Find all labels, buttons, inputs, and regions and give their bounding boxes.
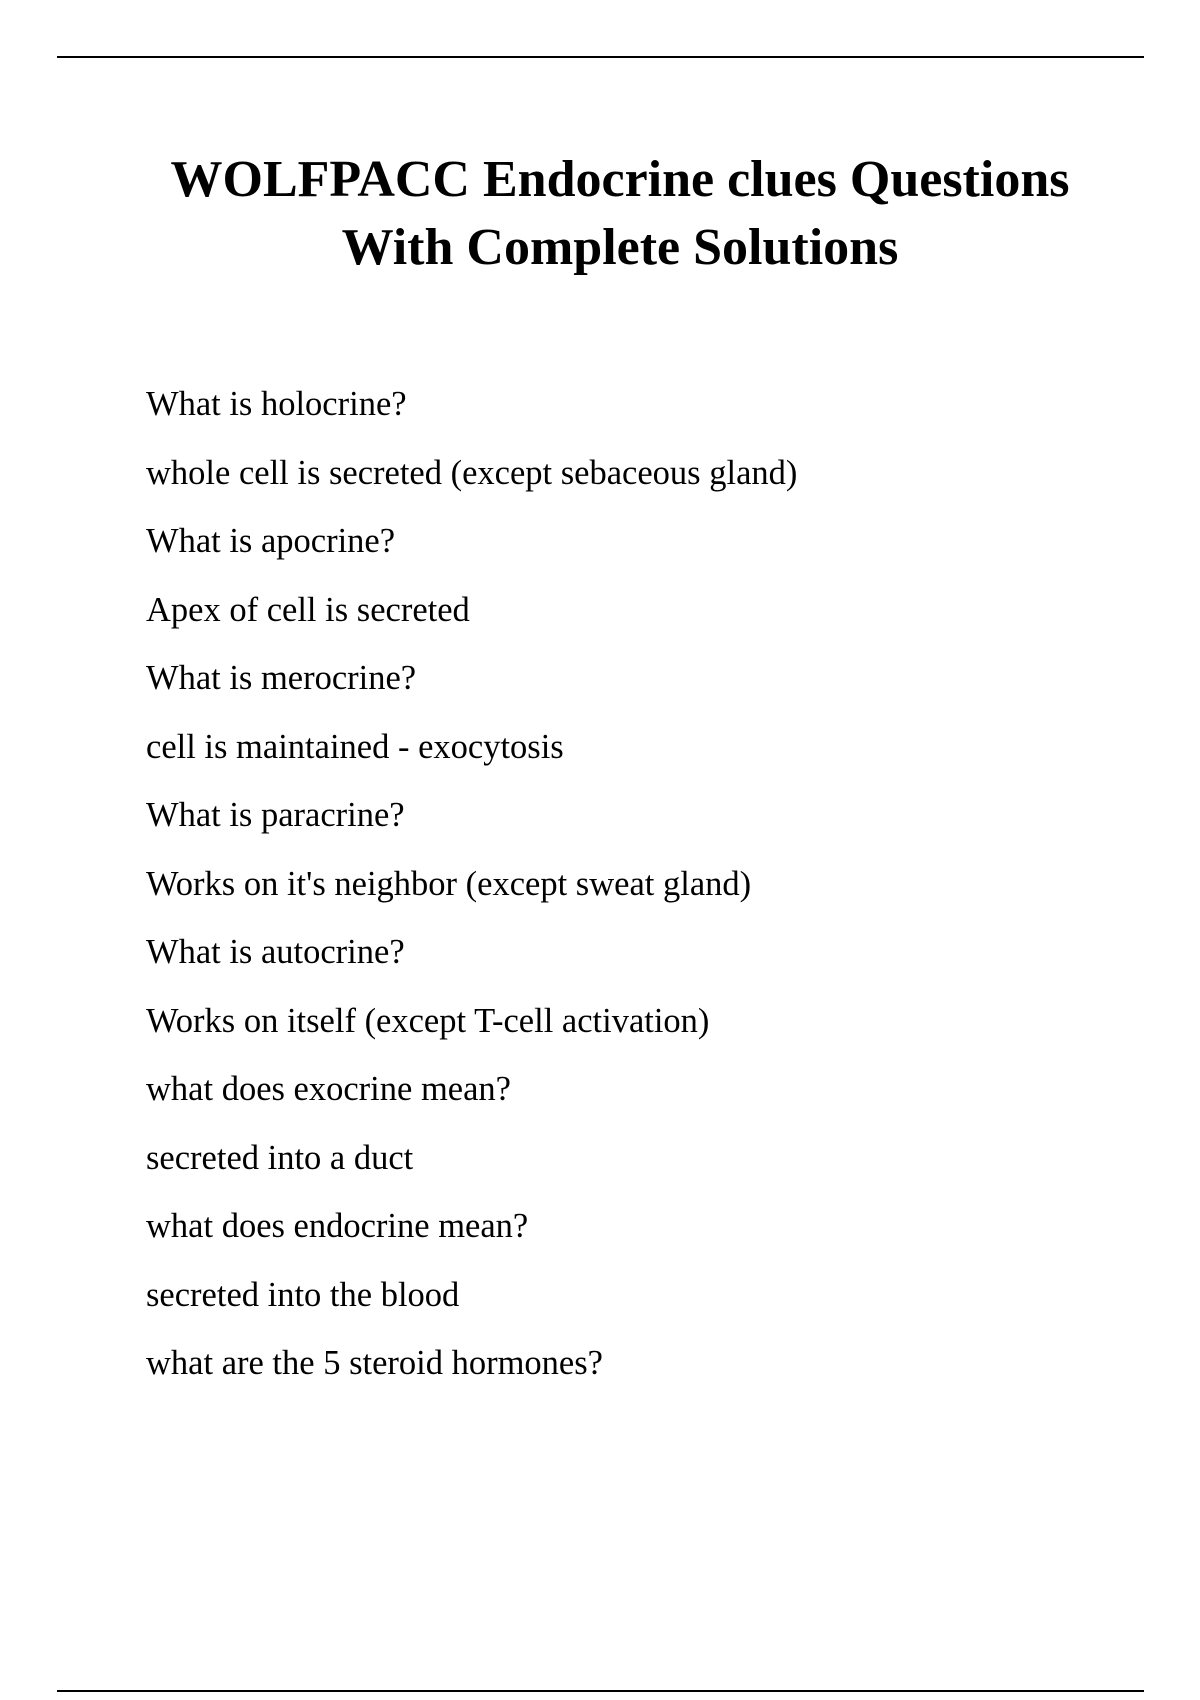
bottom-rule	[57, 1690, 1144, 1692]
question-line: What is paracrine?	[146, 796, 405, 834]
question-answer-list	[146, 370, 797, 1398]
answer-line: whole cell is secreted (except sebaceous gland)	[146, 453, 798, 492]
question-line: what are the 5 steroid hormones?	[146, 1344, 603, 1382]
answer-line: Works on itself (except T-cell activation)	[146, 1001, 710, 1040]
question-line: What is autocrine?	[146, 933, 405, 971]
question-line: what does endocrine mean?	[146, 1207, 529, 1245]
question-line: What is holocrine?	[146, 385, 407, 423]
question-line: What is apocrine?	[146, 522, 396, 560]
title-line-1: WOLFPACC Endocrine clues Questions	[170, 151, 1070, 208]
answer-line: secreted into the blood	[146, 1275, 460, 1314]
answer-line: Works on it's neighbor (except sweat gland)	[146, 864, 752, 903]
question-line: what does exocrine mean?	[146, 1070, 511, 1108]
answer-line: secreted into a duct	[146, 1138, 414, 1177]
answer-line: cell is maintained - exocytosis	[146, 727, 564, 766]
question-line: What is merocrine?	[146, 659, 417, 697]
document-title	[100, 146, 1140, 282]
top-rule	[57, 56, 1144, 58]
title-line-2: With Complete Solutions	[341, 219, 899, 276]
answer-line: Apex of cell is secreted	[146, 590, 470, 629]
